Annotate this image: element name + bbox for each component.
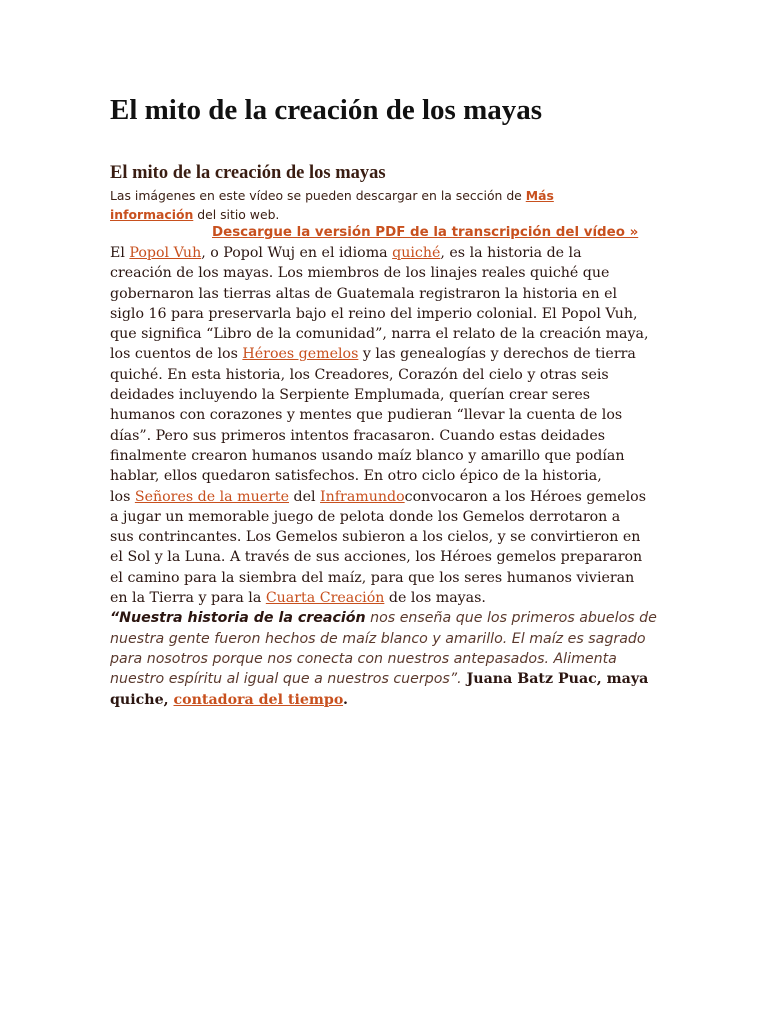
body-text: los	[110, 488, 135, 505]
body-text: convocaron a los Héroes gemelos	[404, 488, 647, 505]
body-line: días”. Pero sus primeros intentos fracasaron. Cuando estas deidades	[110, 427, 606, 444]
body-text: y las genealogías y derechos de tierra	[358, 346, 636, 363]
body-line: siglo 16 para preservarla bajo el reino del imperio colonial. El Popol Vuh,	[110, 305, 638, 322]
page-title: El mito de la creación de los mayas	[110, 94, 543, 126]
heroes-gemelos-link[interactable]: Héroes gemelos	[242, 346, 359, 363]
intro-text-end: del sitio web.	[193, 207, 280, 222]
intro-paragraph	[110, 186, 666, 224]
body-text: El	[110, 245, 130, 261]
body-paragraph	[110, 243, 666, 710]
body-line: deidades incluyendo la Serpiente Emplumada, querían crear seres	[110, 387, 591, 404]
body-line: gobernaron las tierras altas de Guatemala registraron la historia en el	[110, 285, 618, 302]
quote-attribution: Juana Batz Puac, maya	[461, 671, 649, 688]
quiche-link[interactable]: quiché	[392, 245, 441, 261]
body-line: que significa “Libro de la comunidad”, narra el relato de la creación maya,	[110, 326, 649, 343]
quote-line: nuestra gente fueron hechos de maíz blanco y amarillo. El maíz es sagrado	[110, 630, 646, 647]
quote-line: para nosotros porque nos conecta con nuestros antepasados. Alimenta	[110, 650, 617, 667]
inframundo-link[interactable]: Inframundo	[320, 488, 405, 505]
section-title: El mito de la creación de los mayas	[110, 163, 386, 183]
body-line: creación de los mayas. Los miembros de los linajes reales quiché que	[110, 265, 610, 282]
body-text: los cuentos de los	[110, 346, 243, 363]
quote-label: “Nuestra historia de la creación	[110, 610, 366, 627]
popol-vuh-link[interactable]: Popol Vuh	[129, 245, 202, 261]
informacion-link[interactable]: información	[110, 207, 194, 222]
body-line: el Sol y la Luna. A través de sus acciones, los Héroes gemelos prepararon	[110, 549, 643, 566]
body-text: , es la historia de la	[440, 245, 582, 261]
download-paragraph	[212, 222, 638, 244]
body-text: en la Tierra y para la	[110, 590, 266, 607]
body-text: de los mayas.	[384, 590, 486, 607]
body-text: , o Popol Wuj en el idioma	[201, 245, 393, 261]
cuarta-creacion-link[interactable]: Cuarta Creación	[265, 590, 385, 607]
body-line: finalmente crearon humanos usando maíz blanco y amarillo que podían	[110, 447, 625, 464]
quote-text: nos enseña que los primeros abuelos de	[365, 610, 657, 627]
contadora-del-tiempo-link[interactable]: contadora del tiempo	[173, 691, 344, 708]
body-line: el camino para la siembra del maíz, para que los seres humanos vivieran	[110, 569, 635, 586]
mas-informacion-link[interactable]: Más	[525, 188, 554, 203]
quote-attribution: quiche,	[110, 691, 174, 708]
intro-text: Las imágenes en este vídeo se pueden descargar en la sección de	[110, 188, 526, 203]
download-pdf-link[interactable]: Descargue la versión PDF de la transcripción del vídeo »	[212, 225, 639, 240]
attribution-period: .	[343, 691, 348, 708]
body-line: humanos con corazones y mentes que pudieran “llevar la cuenta de los	[110, 407, 623, 424]
body-line: a jugar un memorable juego de pelota donde los Gemelos derrotaron a	[110, 508, 621, 525]
body-line: quiché. En esta historia, los Creadores, Corazón del cielo y otras seis	[110, 366, 609, 383]
body-text: del	[289, 488, 321, 505]
body-line: hablar, ellos quedaron satisfechos. En otro ciclo épico de la historia,	[110, 468, 602, 485]
body-line: sus contrincantes. Los Gemelos subieron a los cielos, y se convirtieron en	[110, 529, 641, 546]
senores-de-la-muerte-link[interactable]: Señores de la muerte	[134, 488, 289, 505]
quote-line: nuestro espíritu al igual que a nuestros cuerpos”.	[110, 671, 462, 688]
